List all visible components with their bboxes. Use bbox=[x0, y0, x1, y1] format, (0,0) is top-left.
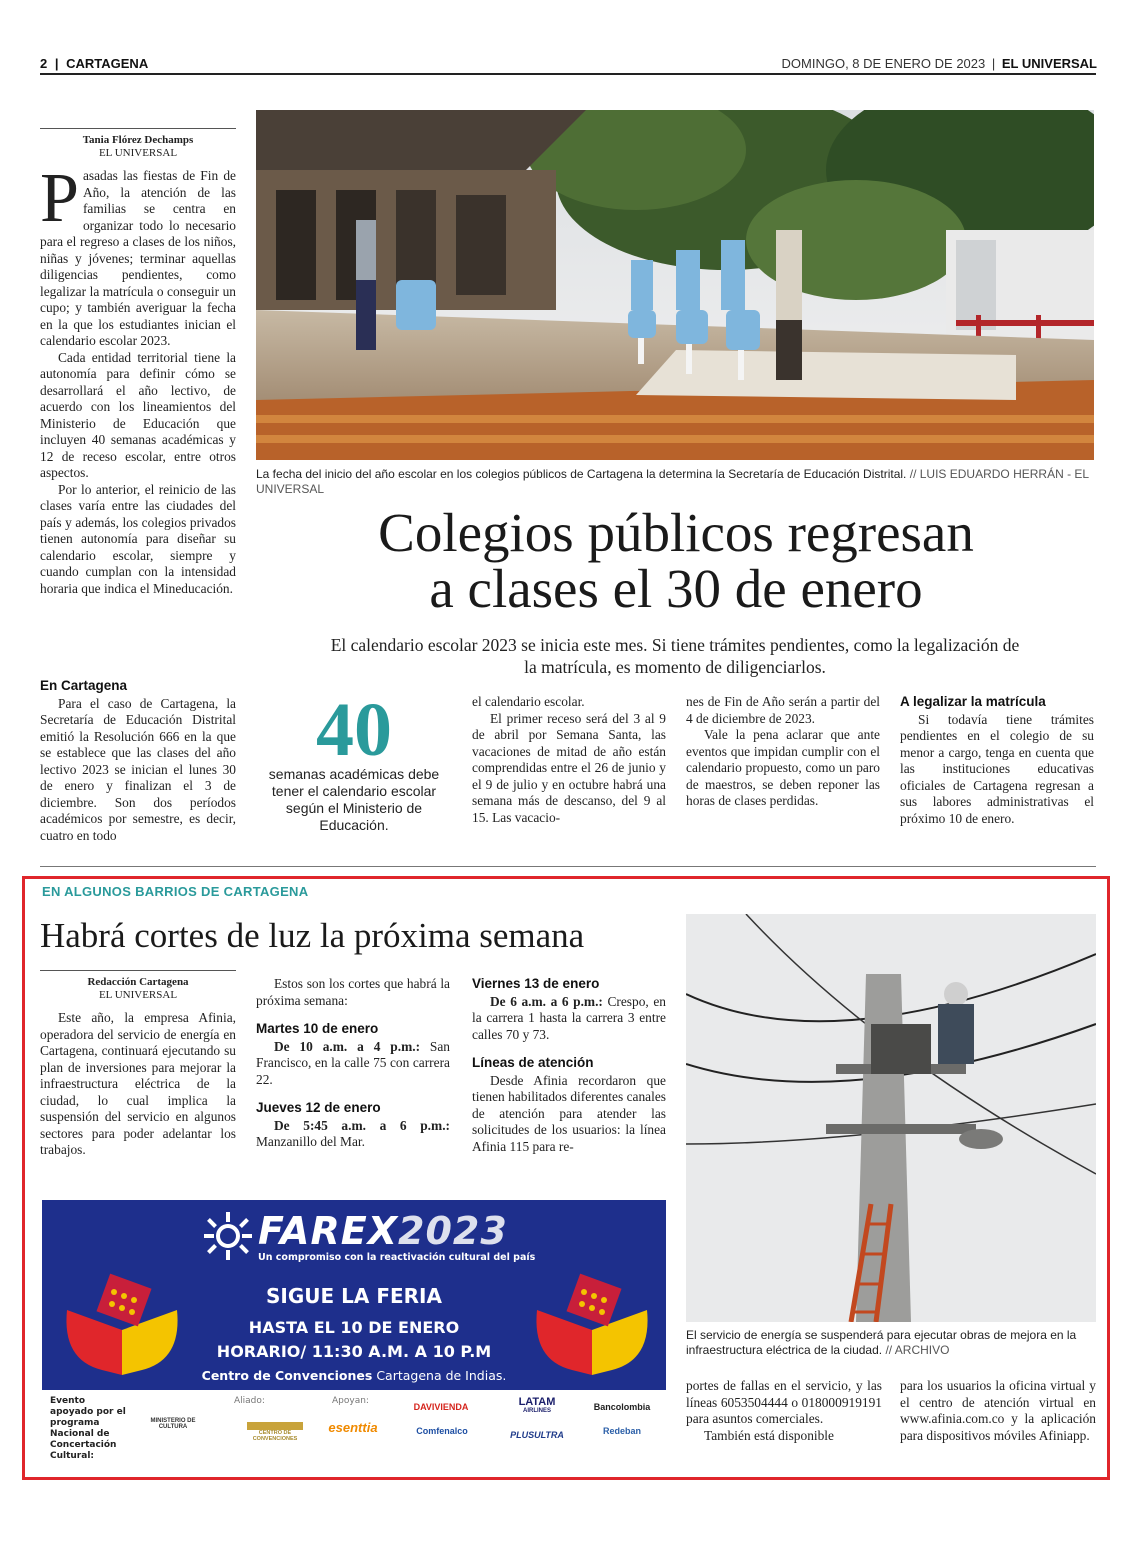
article2-paragraph-1: Este año, la empresa Afinia, operadora del servicio de energía en Cartagena, continuará ejecutando su plan de inversiones para mejorar la infraestructura eléctrica de la ciudad, lo cual implica la suspensión del servicio en algunos sectores para poder adelantar los trabajos. bbox=[40, 1010, 236, 1157]
farex-brand bbox=[258, 1210, 508, 1252]
farex-tagline: Un compromiso con la reactivación cultural del país bbox=[258, 1252, 536, 1263]
ad-footer-label: Evento apoyado por el programa Nacional de Concertación Cultural: bbox=[50, 1396, 126, 1461]
ad-venue-name: Centro de Convenciones bbox=[201, 1368, 373, 1383]
article1-deck: El calendario escolar 2023 se inicia este mes. Si tiene trámites pendientes, como la legalización de la matrícula, es momento de diligenciarlos. bbox=[330, 635, 1020, 677]
latam-sub: AIRLINES bbox=[522, 1408, 551, 1414]
byline-rule-2 bbox=[40, 970, 236, 971]
ad-line-hasta: HASTA EL 10 DE ENERO bbox=[248, 1318, 460, 1337]
ministry-logo: MINISTERIO DE CULTURA bbox=[150, 1418, 196, 1430]
article-divider bbox=[40, 866, 1096, 867]
subhead-legalizar: A legalizar la matrícula bbox=[900, 694, 1046, 709]
stat-box bbox=[268, 688, 440, 834]
byline-org: EL UNIVERSAL bbox=[98, 147, 178, 159]
byline-name: Tania Flórez Dechamps bbox=[82, 134, 194, 146]
jueves-location: Manzanillo del Mar. bbox=[256, 1134, 365, 1149]
headline-line-1: Colegios públicos regresan bbox=[378, 502, 974, 563]
article1-column-5 bbox=[900, 694, 1094, 827]
article1-headline bbox=[256, 502, 1096, 619]
photo-2-credit: // ARCHIVO bbox=[885, 1343, 950, 1357]
farex-advertisement[interactable] bbox=[42, 1200, 666, 1470]
school-photo bbox=[256, 110, 1094, 460]
apoyan-label: Apoyan: bbox=[332, 1396, 369, 1406]
article2-column-2 bbox=[256, 976, 450, 1151]
page-number: 2 bbox=[40, 56, 48, 71]
column-5-paragraph: Si todavía tiene trámites pendientes en el colegio de su menor a cargo, tenga en cuenta que las instituciones educativas oficiales de Cartagena regresan a sus labores administrativas el próximo 10 de enero. bbox=[900, 711, 1094, 826]
ad-venue-city: Cartagena de Indias. bbox=[372, 1368, 507, 1383]
continuation-1-first: portes de fallas en el servicio, y las líneas 6053504444 o 018000919191 para asuntos comerciales. bbox=[686, 1378, 882, 1426]
redeban-logo: Redeban bbox=[602, 1426, 641, 1436]
column-3-continuation: el calendario escolar. bbox=[472, 694, 585, 709]
centro-convenciones-logo: CENTRO DE CONVENCIONES bbox=[247, 1422, 303, 1442]
column-4-paragraph: Vale la pena aclarar que ante eventos que impidan cumplir con el calendario propuesto, como un paro de maestros, se deben reponer las horas de clases perdidas. bbox=[686, 727, 880, 808]
subhead-viernes: Viernes 13 de enero bbox=[472, 976, 600, 991]
article1-column-4 bbox=[686, 694, 880, 810]
byline-2 bbox=[40, 976, 236, 1002]
article2-kicker: EN ALGUNOS BARRIOS DE CARTAGENA bbox=[42, 884, 309, 899]
article1-lead-column bbox=[40, 160, 236, 597]
headline-line-2: a clases el 30 de enero bbox=[429, 558, 923, 619]
farex-logo-icon bbox=[202, 1210, 254, 1262]
page-header-left: 2 | CARTAGENA bbox=[40, 56, 149, 71]
hands-left-icon bbox=[62, 1270, 182, 1380]
newspaper-name: EL UNIVERSAL bbox=[1001, 56, 1097, 71]
page-header-right: DOMINGO, 8 DE ENERO DE 2023 | EL UNIVERSAL bbox=[781, 56, 1097, 71]
caption-2-text: El servicio de energía se suspenderá para ejecutar obras de mejora en la infraestructura eléctrica de la ciudad. bbox=[686, 1328, 1077, 1357]
article2-column-3 bbox=[472, 976, 666, 1155]
lineas-paragraph: Desde Afinia recordaron que tienen habilitados diferentes canales de atención para atender las solicitudes de los usuarios: la línea Afinia 115 para re- bbox=[472, 1072, 666, 1154]
byline-rule bbox=[40, 128, 236, 129]
subhead-en-cartagena: En Cartagena bbox=[40, 678, 128, 693]
column-4-continuation: nes de Fin de Año serán a partir del 4 de diciembre de 2023. bbox=[686, 694, 880, 726]
column-3-paragraph: El primer receso será del 3 al 9 de abril por Semana Santa, las vacaciones de mitad de año están comprendidas entre el 26 de junio y el 9 de julio y en octubre habrá una semana más de descanso, del 9 al 15. Las vacacio- bbox=[472, 710, 666, 825]
continuation-2-text: para los usuarios la oficina virtual y el centro de atención virtual en www.afinia.com.co y la aplicación para dispositivos móviles Afiniapp. bbox=[900, 1378, 1096, 1443]
ad-line-sigue: SIGUE LA FERIA bbox=[266, 1284, 442, 1308]
caption-text: La fecha del inicio del año escolar en los colegios públicos de Cartagena la determina la Secretaría de Educación Distrital. bbox=[256, 467, 907, 481]
byline-2-org: EL UNIVERSAL bbox=[98, 989, 178, 1001]
article1-lead-paragraph: asadas las fiestas de Fin de Año, la atención de las familias se centra en organizar todo lo necesario para el regreso a clases de los niños, niñas y jóvenes; terminar aquellas diligencias pendientes, como legalizar la matrícula o conseguir un cupo; y también averiguar la fecha en la que los estudiantes inician el calendario escolar 2023. bbox=[40, 168, 236, 348]
byline-2-name: Redacción Cartagena bbox=[87, 976, 189, 988]
plusultra-logo: PLUSULTRA bbox=[510, 1430, 564, 1440]
article2-intro: Estos son los cortes que habrá la próxima semana: bbox=[256, 976, 450, 1008]
ad-line-horario: HORARIO/ 11:30 A.M. A 10 P.M bbox=[216, 1342, 492, 1361]
drop-cap: P bbox=[40, 160, 79, 237]
jueves-time: De 5:45 a.m. a 6 p.m.: bbox=[274, 1117, 450, 1133]
martes-time: De 10 a.m. a 4 p.m.: bbox=[274, 1038, 421, 1054]
article2-headline: Habrá cortes de luz la próxima semana bbox=[40, 916, 585, 955]
power-pole-illustration bbox=[686, 914, 1096, 1322]
hands-right-icon bbox=[532, 1270, 652, 1380]
farex-brand-name: FAREX bbox=[258, 1209, 398, 1253]
latam-name: LATAM bbox=[518, 1396, 556, 1408]
article1-paragraph-3: Por lo anterior, el reinicio de las clases varía entre las ciudades del país y además, los colegios privados tienen autonomía para diseñar su calendario escolar, siempre y cuando cumplan con la intensidad horaria que indica el Mineducación. bbox=[40, 481, 236, 596]
aliado-label: Aliado: bbox=[234, 1396, 265, 1406]
article2-continuation-1 bbox=[686, 1378, 882, 1444]
header-rule bbox=[40, 73, 1096, 75]
esenttia-logo: esenttia bbox=[328, 1420, 378, 1435]
ad-sponsor-strip bbox=[42, 1390, 666, 1470]
power-pole-photo bbox=[686, 914, 1096, 1322]
section-name: CARTAGENA bbox=[66, 56, 149, 71]
subhead-jueves: Jueves 12 de enero bbox=[256, 1100, 381, 1115]
article2-column-1 bbox=[40, 1010, 236, 1159]
article2-continuation-2 bbox=[900, 1378, 1096, 1444]
bancolombia-logo: Bancolombia bbox=[593, 1402, 651, 1412]
issue-date: DOMINGO, 8 DE ENERO DE 2023 bbox=[781, 56, 986, 71]
comfenalco-logo: Comfenalco bbox=[416, 1426, 468, 1436]
subhead-martes: Martes 10 de enero bbox=[256, 1021, 379, 1036]
davivienda-logo: DAVIVIENDA bbox=[413, 1402, 469, 1412]
subhead-lineas: Líneas de atención bbox=[472, 1055, 594, 1070]
latam-logo bbox=[502, 1396, 572, 1414]
stat-number: 40 bbox=[316, 688, 392, 772]
article1-paragraph-2: Cada entidad territorial tiene la autonomía para definir cómo se desarrollará el año lectivo, de acuerdo con los lineamientos del Ministerio de Educación que incluyen 40 semanas académicas y 12 de receso escolar, entre otros aspectos. bbox=[40, 349, 236, 480]
viernes-location: Crespo, en la carrera 1 hasta la carrera 3 entre calles 70 y 73. bbox=[472, 993, 666, 1042]
byline bbox=[40, 134, 236, 160]
power-photo-caption bbox=[686, 1328, 1096, 1358]
stat-text: semanas académicas debe tener el calendario escolar según el Ministerio de Educación. bbox=[268, 766, 440, 833]
article1-paragraph-4: Para el caso de Cartagena, la Secretaría de Educación Distrital emitió la Resolución 666 en la que se establece que las clases del año lectivo 2023 se inician el lunes 30 de enero y finalizan el 3 de diciembre. Son dos períodos académicos por semestre, es decir, cuatro en todo bbox=[40, 695, 236, 843]
martes-location: San Francisco, en la calle 75 con carrera 22. bbox=[256, 1038, 450, 1087]
continuation-1-paragraph: También está disponible bbox=[704, 1427, 834, 1443]
school-photo-illustration bbox=[256, 110, 1094, 460]
photo-credit: // LUIS EDUARDO HERRÁN - EL UNIVERSAL bbox=[256, 467, 1089, 496]
school-photo-caption bbox=[256, 467, 1096, 497]
viernes-time: De 6 a.m. a 6 p.m.: bbox=[490, 993, 603, 1009]
farex-year: 2023 bbox=[398, 1209, 508, 1253]
article1-column-3 bbox=[472, 694, 666, 826]
article1-column-cartagena bbox=[40, 678, 236, 844]
